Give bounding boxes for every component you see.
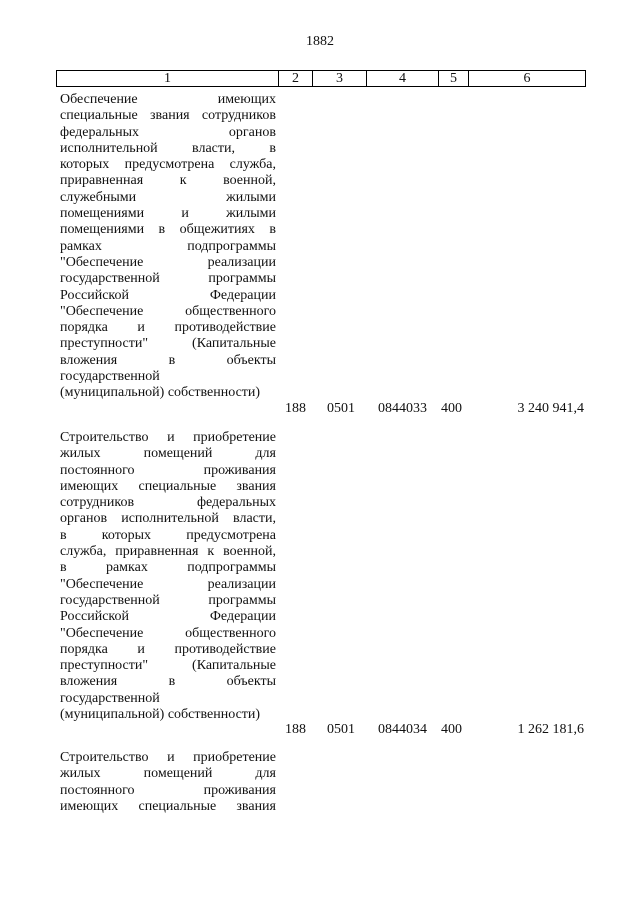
description-line: жилых помещений для — [60, 446, 276, 462]
description-line: "Обеспечение общественного — [60, 625, 276, 641]
row-description — [60, 92, 276, 402]
description-line: Российской Федерации — [60, 287, 276, 303]
header-cell-1: 1 — [57, 71, 279, 86]
description-line: служебными жилыми — [60, 189, 276, 205]
description-line: государственной — [60, 369, 160, 385]
description-line: жилых помещений для — [60, 766, 276, 782]
section-code: 0501 — [327, 722, 355, 737]
description-line: служба, приравненная к военной, — [60, 544, 276, 560]
amount: 1 262 181,6 — [517, 722, 584, 737]
row-description — [60, 750, 276, 815]
header-cell-5: 5 — [439, 71, 469, 86]
expense-type-code: 400 — [441, 401, 462, 416]
expense-type-code: 400 — [441, 722, 462, 737]
admin-code: 188 — [285, 401, 306, 416]
description-line: вложения в объекты — [60, 674, 276, 690]
description-line: приравненная к военной, — [60, 173, 276, 189]
description-line: исполнительной власти, в — [60, 140, 276, 156]
description-line: преступности" (Капитальные — [60, 658, 276, 674]
description-line: (муниципальной) собственности) — [60, 707, 261, 723]
table-header-row — [56, 70, 586, 87]
description-line: в которых предусмотрена — [60, 527, 276, 543]
description-line: государственной программы — [60, 592, 276, 608]
header-cell-2: 2 — [279, 71, 313, 86]
target-item-code: 0844034 — [378, 722, 427, 737]
description-line: порядка и противодействие — [60, 641, 276, 657]
description-line: "Обеспечение реализации — [60, 254, 276, 270]
description-line: имеющих специальные звания — [60, 478, 276, 494]
description-line: имеющих специальные звания — [60, 798, 276, 814]
page-number: 1882 — [306, 34, 334, 49]
description-line: постоянного проживания — [60, 782, 276, 798]
description-line: постоянного проживания — [60, 462, 276, 478]
description-line: преступности" (Капитальные — [60, 336, 276, 352]
amount: 3 240 941,4 — [517, 401, 584, 416]
target-item-code: 0844033 — [378, 401, 427, 416]
description-line: Обеспечение имеющих — [60, 92, 276, 107]
description-line: органов исполнительной власти, — [60, 511, 276, 527]
description-line: вложения в объекты — [60, 352, 276, 368]
description-line: которых предусмотрена служба, — [60, 157, 276, 173]
description-line: (муниципальной) собственности) — [60, 385, 261, 401]
header-cell-6: 6 — [523, 71, 531, 86]
description-line: помещениями и жилыми — [60, 206, 276, 222]
description-line: помещениями в общежитиях в — [60, 222, 276, 238]
description-line: Российской Федерации — [60, 609, 276, 625]
description-line: рамках подпрограммы — [60, 238, 276, 254]
row-description — [60, 430, 276, 723]
section-code: 0501 — [327, 401, 355, 416]
admin-code: 188 — [285, 722, 306, 737]
header-cell-4: 4 — [367, 71, 439, 86]
description-line: сотрудников федеральных — [60, 495, 276, 511]
description-line: Строительство и приобретение — [60, 430, 276, 445]
description-line: "Обеспечение общественного — [60, 303, 276, 319]
description-line: порядка и противодействие — [60, 320, 276, 336]
description-line: государственной — [60, 690, 160, 706]
description-line: государственной программы — [60, 271, 276, 287]
header-cell-3: 3 — [313, 71, 367, 86]
description-line: федеральных органов — [60, 124, 276, 140]
description-line: "Обеспечение реализации — [60, 576, 276, 592]
description-line: специальные звания сотрудников — [60, 108, 276, 124]
description-line: в рамках подпрограммы — [60, 560, 276, 576]
description-line: Строительство и приобретение — [60, 750, 276, 765]
